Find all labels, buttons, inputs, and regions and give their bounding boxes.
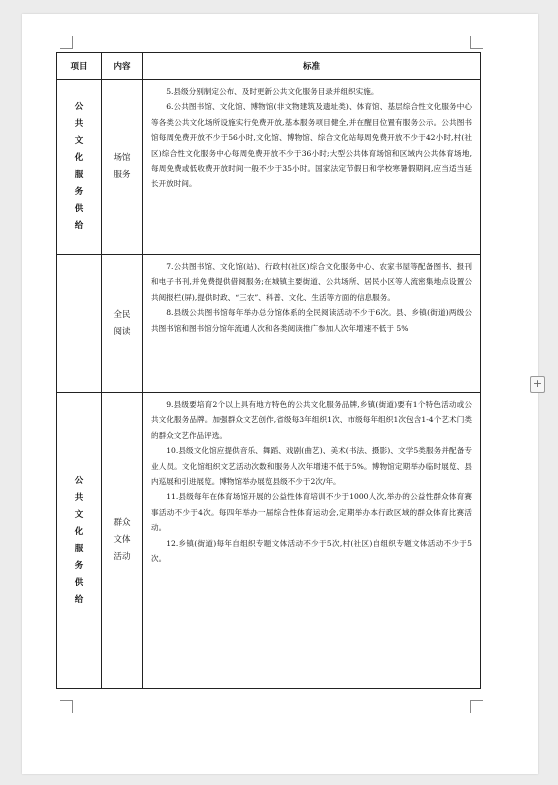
crop-mark-top-right <box>470 36 483 49</box>
category-cell <box>102 393 143 688</box>
expand-plus-icon[interactable]: + <box>530 376 545 393</box>
project-label: 公共文化服务供给 <box>74 475 84 605</box>
standard-cell <box>143 393 480 688</box>
table-row <box>102 80 480 254</box>
table-row <box>102 255 480 392</box>
standard-item: 6.公共图书馆、文化馆、博物馆(非文物建筑及遗址类)、体育馆、基层综合性文化服务中心等各类公共文化场所设施实行免费开放,基本服务项目健全,并在醒目位置有服务公示。公共图书馆每周免费开放不少于56小时,文化馆、博物馆、综合文化站每周免费开放不少于42小时,村(社区)综合性文化服务中心每周免费开放不少于36小时;大型公共体育场馆和区域内公共体育场地,每周免费或低收费开放时间一般不少于35小时。国家法定节假日和学校寒暑假期间,应当适当延长开放时间。 <box>151 102 472 189</box>
standard-item: 10.县级文化馆应提供音乐、舞蹈、戏剧(曲艺)、美术(书法、摄影)、文学5类服务并配备专业人员。文化馆组织文艺活动次数和服务人次年增速不低于5%。博物馆定期举办临时展览、县内巡展和引进展览。博物馆举办展览县级不少于2次/年。 <box>151 446 472 487</box>
crop-mark-top-left <box>60 36 73 49</box>
category-label: 全民阅读 <box>113 309 131 337</box>
table-section <box>57 393 480 688</box>
standard-item: 9.县级要培育2个以上具有地方特色的公共文化服务品牌,乡镇(街道)要有1个特色活动或公共文化服务品牌。加强群众文艺创作,省级每3年组织1次、市级每年组织1次包含1-4个艺术门类的群众文艺作品评选。 <box>151 400 472 440</box>
crop-mark-bottom-right <box>470 700 483 713</box>
category-cell <box>102 255 143 392</box>
header-project: 项目 <box>57 53 102 79</box>
table-section <box>57 255 480 393</box>
category-cell <box>102 80 143 254</box>
project-label: 公共文化服务供给 <box>74 102 84 231</box>
standard-item: 7.公共图书馆、文化馆(站)、行政村(社区)综合文化服务中心、农家书屋等配备图书、报刊和电子书刊,并免费提供借阅服务;在城镇主要街道、公共场所、居民小区等人流密集地点设置公共阅报栏(屏),提供时政、“三农”、科普、文化、生活等方面的信息服务。 <box>151 262 472 302</box>
project-cell <box>57 80 102 254</box>
standard-item: 12.乡镇(街道)每年自组织专题文体活动不少于5次,村(社区)自组织专题文体活动不少于5次。 <box>151 538 472 564</box>
standards-table <box>56 52 481 689</box>
crop-mark-bottom-left <box>60 700 73 713</box>
table-row <box>102 393 480 688</box>
standard-item: 5.县级分别制定公布、及时更新公共文化服务目录并组织实施。 <box>166 87 379 96</box>
standard-cell <box>143 255 480 392</box>
category-label: 群众文体活动 <box>113 518 131 562</box>
standard-item: 8.县级公共图书馆每年举办总分馆体系的全民阅读活动不少于6次。县、乡镇(街道)两级公共图书馆和图书馆分馆年流通人次和各类阅读推广参加人次年增速不低于 5% <box>151 308 472 333</box>
standard-cell <box>143 80 480 254</box>
table-section <box>57 80 480 255</box>
project-cell <box>57 255 102 392</box>
header-standard: 标准 <box>302 62 320 72</box>
table-header-row <box>57 53 480 80</box>
header-content: 内容 <box>102 53 143 79</box>
project-cell <box>57 393 102 688</box>
category-label: 场馆服务 <box>113 153 131 180</box>
standard-item: 11.县级每年在体育场馆开展的公益性体育培训不少于1000人次,举办的公益性群众体育赛事活动不少于4次。每四年举办一届综合性体育运动会,定期举办本行政区域的群众体育比赛活动。 <box>151 492 472 533</box>
